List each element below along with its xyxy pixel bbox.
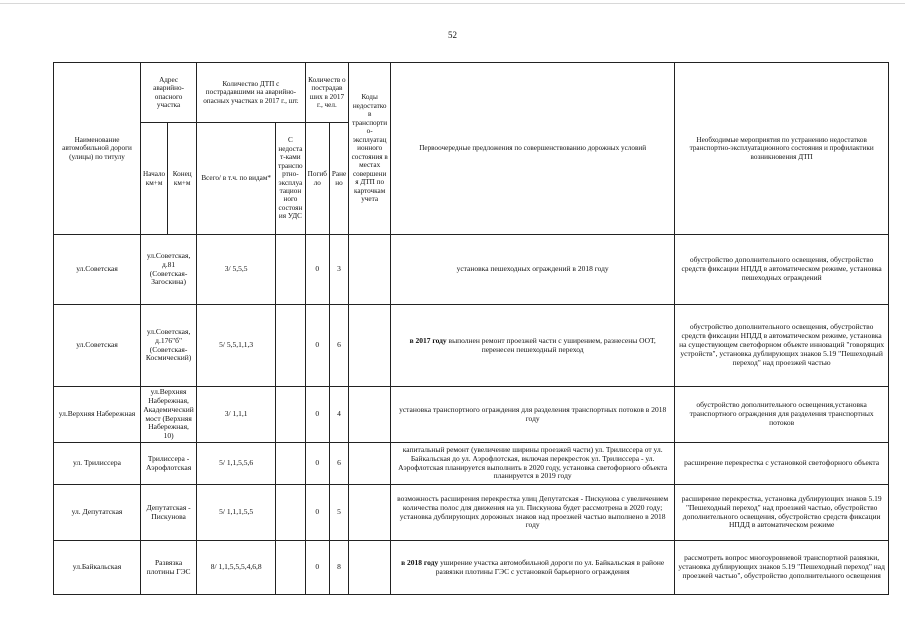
road-name-cell: ул.Верхняя Набережная	[54, 387, 141, 443]
road-name-cell: ул.Советская	[54, 235, 141, 305]
address-cell: ул.Верхняя Набережная, Академический мост (Верхняя Набережная, 10)	[141, 387, 197, 443]
header-proposals: Первоочередные предложения по совершенствованию дорожных условий	[391, 63, 675, 235]
header-accidents: Количество ДТП с пострадавшими на аварийно-опасных участках в 2017 г., шт.	[197, 63, 306, 123]
address-cell: ул.Советская, д.176"б" (Советская-Космический)	[141, 305, 197, 387]
proposal-text: установка пешеходных ограждений в 2018 году	[456, 264, 609, 274]
page-number: 52	[448, 30, 457, 40]
injured-cell: 4	[329, 387, 348, 443]
total-cell: 5/ 1,1,1,5,5	[197, 485, 276, 541]
header-start: Начало км+м	[141, 123, 168, 235]
killed-cell: 0	[305, 485, 329, 541]
injured-cell: 6	[329, 305, 348, 387]
proposal-cell	[391, 485, 675, 541]
proposal-text: капитальный ремонт (увеличение ширины проезжей части) ул. Трилиссера от ул. Байкальская до ул. Аэрофлотская, включая перекресток ул. Трилиссера - ул. Аэрофлотская планируется выполнить в 2020 году, установка светофорного объекта планируется в 2019 году	[398, 444, 668, 481]
total-cell: 3/ 5,5,5	[197, 235, 276, 305]
table-row	[54, 387, 889, 443]
proposal-bold-text: в 2017 году	[409, 335, 447, 345]
header-deficiency-codes: Коды недостатко в транспорти о-эксплуатац ионного состояния в местах совершени я ДТП по карточкам учета	[349, 63, 391, 235]
codes-cell	[349, 541, 391, 595]
header-injured: Ране но	[329, 123, 348, 235]
proposal-cell	[391, 305, 675, 387]
measures-cell: обустройство дополнительного освещения,установка транспортного ограждения для разделения транспортных потоков	[675, 387, 889, 443]
measures-cell: расширение перекрестка, установка дублирующих знаков 5.19 "Пешеходный переход" над проезжей частью, обустройство дополнительного освещения, обустройство средств фиксации НПДД в автоматическом режиме	[675, 485, 889, 541]
killed-cell: 0	[305, 541, 329, 595]
table-row	[54, 443, 889, 485]
table-row	[54, 305, 889, 387]
header-row-1	[54, 63, 889, 123]
codes-cell	[349, 443, 391, 485]
killed-cell: 0	[305, 235, 329, 305]
proposal-cell	[391, 235, 675, 305]
proposal-bold-text: в 2018 году	[401, 557, 439, 567]
total-cell: 3/ 1,1,1	[197, 387, 276, 443]
deficiency-cell	[276, 443, 306, 485]
killed-cell: 0	[305, 443, 329, 485]
deficiency-cell	[276, 235, 306, 305]
deficiency-cell	[276, 387, 306, 443]
proposal-cell	[391, 541, 675, 595]
total-cell: 5/ 5,5,1,1,3	[197, 305, 276, 387]
proposal-cell	[391, 387, 675, 443]
codes-cell	[349, 235, 391, 305]
road-name-cell: ул.Байкальская	[54, 541, 141, 595]
address-cell: Депутатская - Пискунова	[141, 485, 197, 541]
header-total: Всего/ в т.ч. по видам*	[197, 123, 276, 235]
deficiency-cell	[276, 485, 306, 541]
table-row	[54, 485, 889, 541]
page-top-rule	[0, 3, 905, 4]
table-row	[54, 235, 889, 305]
codes-cell	[349, 305, 391, 387]
address-cell: Трилиссера - Аэрофлотская	[141, 443, 197, 485]
measures-cell: рассмотреть вопрос многоуровневой транспортной развязки, установка дублирующих знаков 5.19 "Пешеходный переход" над проезжей частью", обустройство дополнительного освещения	[675, 541, 889, 595]
proposal-cell	[391, 443, 675, 485]
deficiency-cell	[276, 305, 306, 387]
injured-cell: 8	[329, 541, 348, 595]
header-measures: Необходимые мероприятия по устранению недостатков транспортно-эксплуатационного состояния и профилактики возникновения ДТП	[675, 63, 889, 235]
table-row	[54, 541, 889, 595]
road-name-cell: ул. Трилиссера	[54, 443, 141, 485]
codes-cell	[349, 387, 391, 443]
killed-cell: 0	[305, 387, 329, 443]
header-road-name: Наименование автомобильной дороги (улицы) по титулу	[54, 63, 141, 235]
accident-sites-table	[53, 62, 889, 595]
injured-cell: 5	[329, 485, 348, 541]
codes-cell	[349, 485, 391, 541]
measures-cell: обустройство дополнительного освещения, обустройство средств фиксации НПДД в автоматическом режиме, установка пешеходных ограждений	[675, 235, 889, 305]
proposal-text: выполнен ремонт проезжей части с уширением, разнесены ООТ, перенесен пешеходный переход	[446, 335, 656, 354]
proposal-text: уширение участка автомобильной дороги по ул. Байкальская в районе развязки плотины ГЭС с установкой барьерного ограждения	[435, 557, 665, 576]
killed-cell: 0	[305, 305, 329, 387]
address-cell: ул.Советская, д.81 (Советская-Загоскина)	[141, 235, 197, 305]
header-address: Адрес аварийно-опасного участка	[141, 63, 197, 123]
proposal-text: установка транспортного ограждения для разделения транспортных потоков в 2018 году	[399, 404, 667, 423]
measures-cell: расширение перекрестка с установкой светофорного объекта	[675, 443, 889, 485]
injured-cell: 6	[329, 443, 348, 485]
header-killed: Погиб ло	[305, 123, 329, 235]
road-name-cell: ул. Депутатская	[54, 485, 141, 541]
road-name-cell: ул.Советская	[54, 305, 141, 387]
header-victims: Количеств о пострадав ших в 2017 г., чел.	[305, 63, 348, 123]
header-end: Конец км+м	[168, 123, 197, 235]
address-cell: Развязка плотины ГЭС	[141, 541, 197, 595]
injured-cell: 3	[329, 235, 348, 305]
total-cell: 5/ 1,1,5,5,6	[197, 443, 276, 485]
total-cell: 8/ 1,1,5,5,5,4,6,8	[197, 541, 276, 595]
proposal-text: возможность расширения перекрестка улиц Депутатская - Пискунова с увеличением количества полос для движения на ул. Пискунова будет рассмотрена в 2020 году; установка дублирующих дорожных знаков над проезжей частью выполнено в 2018 году	[397, 493, 669, 530]
measures-cell: обустройство дополнительного освещения, обустройство средств фиксации НПДД в автоматическом режиме, установка на существующем светофорном объекте инноваций "говорящих устройств", установка дублирующих знаков 5.19 "Пешеходный переход" над проезжей частью	[675, 305, 889, 387]
deficiency-cell	[276, 541, 306, 595]
header-with-deficiencies: С недоста т-ками транспо ртно-эксплуа тацион ного состоян ия УДС	[276, 123, 306, 235]
